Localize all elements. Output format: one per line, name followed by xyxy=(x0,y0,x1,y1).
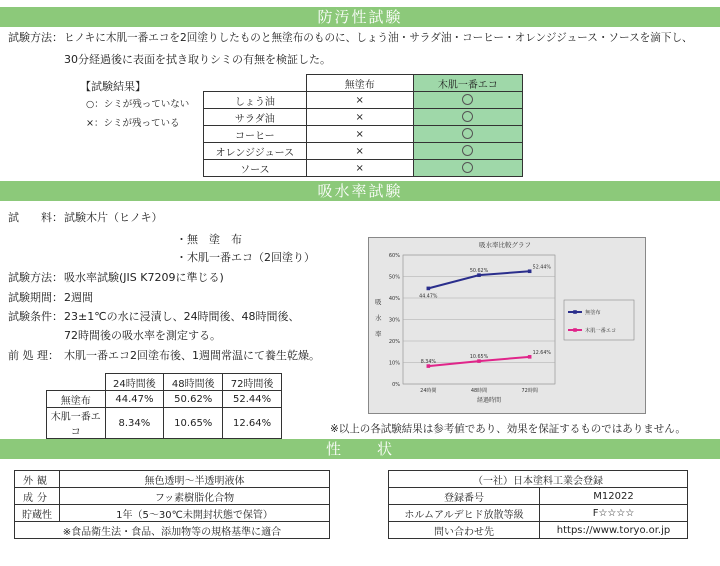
antifouling-table xyxy=(203,74,523,177)
reg-label: 問い合わせ先 xyxy=(389,522,540,539)
coated-result xyxy=(413,109,522,126)
coated-result xyxy=(413,143,522,160)
row-name: 木肌一番エコ xyxy=(47,408,106,439)
uncoated-result: × xyxy=(306,126,413,143)
table-row xyxy=(15,505,330,522)
legend-marker xyxy=(573,328,577,332)
reg-label: 登録番号 xyxy=(389,488,540,505)
data-label: 52.44% xyxy=(532,265,551,271)
coated-result xyxy=(413,160,522,177)
condition-line1: 23±1℃の水に浸漬し、24時間後、48時間後、 xyxy=(64,310,300,323)
prop-value: フッ素樹脂化合物 xyxy=(60,488,330,505)
condition-line2: 72時間後の吸水率を測定する。 xyxy=(64,329,221,342)
uncoated-result: × xyxy=(306,109,413,126)
table-row xyxy=(204,109,523,126)
table-row xyxy=(204,160,523,177)
prop-label: 外観 xyxy=(15,471,60,488)
y-tick-label: 50% xyxy=(388,274,400,281)
table-row xyxy=(204,92,523,109)
circle-mark-icon xyxy=(462,128,473,139)
absorption-chart xyxy=(368,237,646,414)
circle-mark-icon xyxy=(462,94,473,105)
legend-label: 無塗布 xyxy=(585,310,601,316)
table-row xyxy=(15,471,330,488)
y-tick-label: 20% xyxy=(388,339,400,345)
data-label: 12.64% xyxy=(532,350,551,356)
y-tick-label: 10% xyxy=(388,360,400,367)
absorption-table xyxy=(46,373,282,439)
cell-value: 52.44% xyxy=(223,391,282,408)
abs-method-value: 吸水率試験(JIS K7209に準じる) xyxy=(64,271,224,284)
circle-mark-icon xyxy=(462,111,473,122)
item-name: しょう油 xyxy=(204,92,307,109)
x-tick-label: 24時間 xyxy=(420,388,437,394)
table-row xyxy=(204,126,523,143)
prop-label: 成分 xyxy=(15,488,60,505)
pretreatment-value: 木肌一番エコ2回塗布後、1週間常温にて養生乾燥。 xyxy=(64,349,320,362)
y-tick-label: 0% xyxy=(392,382,400,388)
table-row xyxy=(389,505,688,522)
circle-mark-icon xyxy=(462,145,473,156)
abs-method-label: 試験方法： xyxy=(8,271,63,284)
x-axis-label: 経過時間 xyxy=(477,397,502,404)
table-row xyxy=(389,488,688,505)
data-point xyxy=(528,355,532,359)
period-value: 2週間 xyxy=(64,291,93,304)
method-text-line1: ヒノキに木肌一番エコを2回塗りしたものと無塗布のものに、しょう油・サラダ油・コーヒー・オレンジジュース・ソースを滴下し、 xyxy=(64,32,693,44)
chart-svg xyxy=(369,238,645,413)
props-note: ※食品衛生法・食品、添加物等の規格基準に適合 xyxy=(15,522,330,539)
method-text-line2: 30分経過後に表面を拭き取りシミの有無を検証した。 xyxy=(64,53,331,66)
section-header-absorption: 吸水率試験 xyxy=(0,181,720,201)
chart-title: 吸水率比較グラフ xyxy=(479,241,531,249)
data-label: 50.62% xyxy=(469,269,489,275)
circle-mark-icon xyxy=(462,162,473,173)
result-title: 【試験結果】 xyxy=(80,80,146,93)
col-header: 72時間後 xyxy=(223,374,282,391)
section-header-properties: 性 状 xyxy=(0,439,720,459)
coated-result xyxy=(413,126,522,143)
method-label: 試験方法： xyxy=(8,31,63,44)
period-label: 試験期間： xyxy=(8,291,63,304)
prop-label: 貯蔵性 xyxy=(15,505,60,522)
cell-value: 8.34% xyxy=(105,408,164,439)
y-tick-label: 60% xyxy=(388,253,400,259)
y-tick-label: 40% xyxy=(388,296,400,302)
header-coated: 木肌一番エコ xyxy=(413,75,522,92)
table-row xyxy=(15,488,330,505)
registration-title: （一社）日本塗料工業会登録 xyxy=(389,471,688,488)
table-row xyxy=(389,471,688,488)
disclaimer-note: ※以上の各試験結果は参考値であり、効果を保証するものではありません。 xyxy=(330,423,686,435)
header-uncoated: 無塗布 xyxy=(306,75,413,92)
table-row xyxy=(15,522,330,539)
data-label: 8.34% xyxy=(420,360,436,366)
item-name: サラダ油 xyxy=(204,109,307,126)
data-point xyxy=(528,269,532,273)
reg-value: F☆☆☆☆ xyxy=(540,505,688,522)
x-tick-label: 48時間 xyxy=(470,388,488,394)
reg-value: M12022 xyxy=(540,488,688,505)
registration-table xyxy=(388,470,688,539)
item-name: ソース xyxy=(204,160,307,177)
section-header-antifouling: 防汚性試験 xyxy=(0,7,720,27)
legend-label: 木肌一番エコ xyxy=(585,328,617,334)
table-row xyxy=(389,522,688,539)
contact-link[interactable]: https://www.toryo.or.jp xyxy=(540,522,688,539)
data-label: 44.47% xyxy=(419,294,438,300)
table-row xyxy=(47,391,282,408)
row-name: 無塗布 xyxy=(47,391,106,408)
x-tick-label: 72時間 xyxy=(521,388,538,394)
reg-label: ホルムアルデヒド放散等級 xyxy=(389,505,540,522)
y-axis-label: 吸水率 xyxy=(375,298,382,338)
prop-value: 1年（5～30℃未開封状態で保管） xyxy=(60,505,330,522)
cell-value: 12.64% xyxy=(223,408,282,439)
table-row xyxy=(47,408,282,439)
data-label: 10.65% xyxy=(469,355,489,361)
coated-result xyxy=(413,92,522,109)
cell-value: 10.65% xyxy=(164,408,223,439)
cell-value: 50.62% xyxy=(164,391,223,408)
sample-value: 試験木片（ヒノキ） xyxy=(64,211,163,224)
uncoated-result: × xyxy=(306,143,413,160)
col-header: 24時間後 xyxy=(105,374,164,391)
legend-cross-text: ×：シミが残っている xyxy=(86,118,180,129)
condition-label: 試験条件： xyxy=(8,310,63,323)
uncoated-result: × xyxy=(306,92,413,109)
legend-marker xyxy=(573,310,577,314)
uncoated-result: × xyxy=(306,160,413,177)
col-header: 48時間後 xyxy=(164,374,223,391)
sample-item-coated: ・木肌一番エコ（2回塗り） xyxy=(176,251,315,264)
cell-value: 44.47% xyxy=(105,391,164,408)
y-tick-label: 30% xyxy=(388,317,400,324)
sample-item-uncoated: ・無 塗 布 xyxy=(176,233,242,246)
table-row xyxy=(204,143,523,160)
legend-box xyxy=(564,300,634,340)
item-name: コーヒー xyxy=(204,126,307,143)
item-name: オレンジジュース xyxy=(204,143,307,160)
prop-value: 無色透明～半透明液体 xyxy=(60,471,330,488)
sample-label: 試 料： xyxy=(8,211,63,224)
legend-circle-text: ○：シミが残っていない xyxy=(86,99,190,110)
data-point xyxy=(427,287,431,291)
properties-table xyxy=(14,470,330,539)
pretreatment-label: 前 処 理： xyxy=(8,349,59,362)
